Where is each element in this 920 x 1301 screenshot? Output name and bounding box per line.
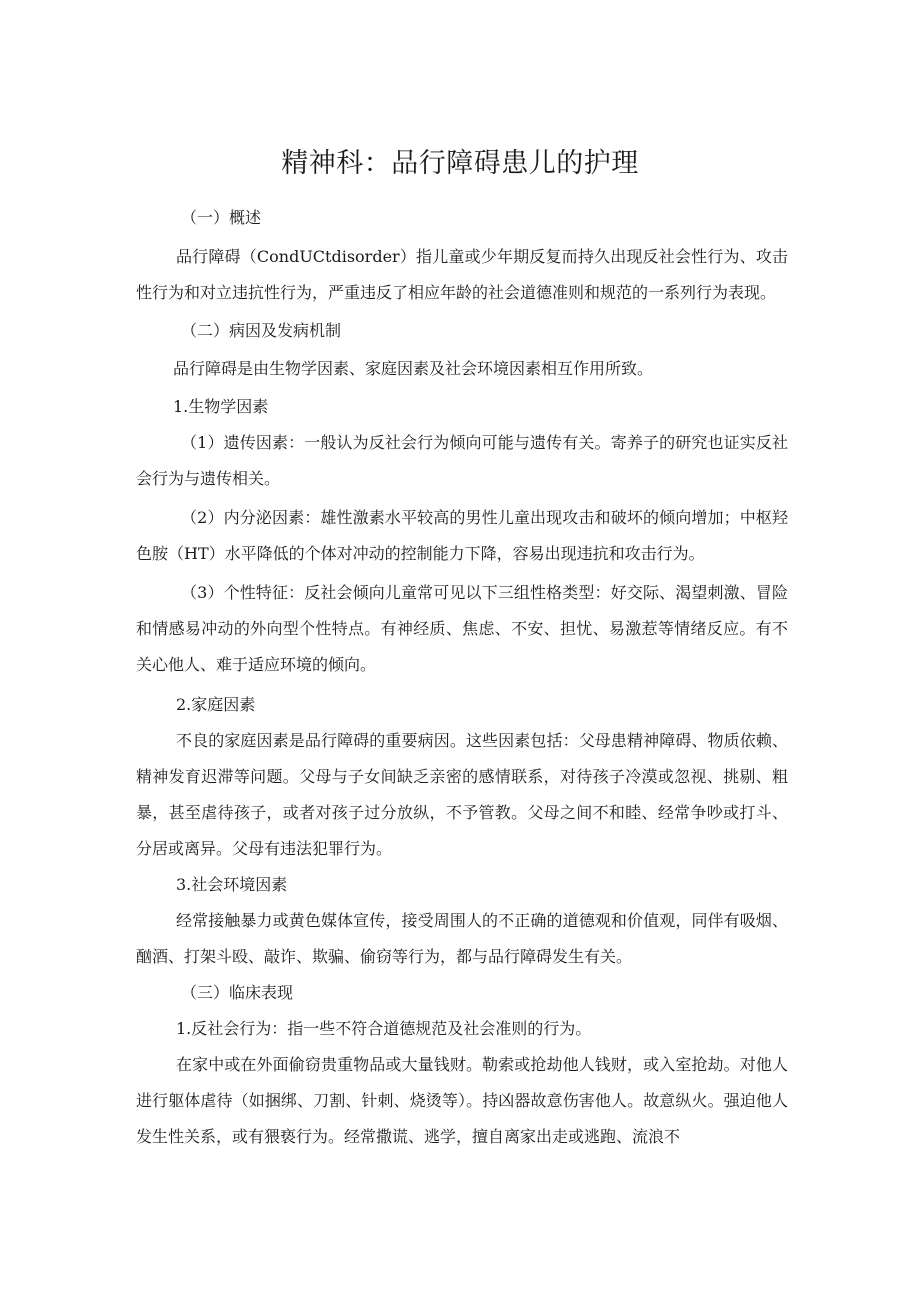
document-body <box>136 200 788 1155</box>
paragraph-etiology-intro: 品行障碍是由生物学因素、家庭因素及社会环境因素相互作用所致。 <box>173 359 654 378</box>
section-heading-overview: （一）概述 <box>181 208 262 227</box>
subheading-biological-factors: 1.生物学因素 <box>173 397 269 416</box>
paragraph-endocrine-factors: （2）内分泌因素：雄性激素水平较高的男性儿童出现攻击和破坏的倾向增加；中枢羟色胺（HT）水平降低的个体对冲动的控制能力下降，容易出现违抗和攻击行为。 <box>136 508 788 563</box>
paragraph-antisocial-behavior: 在家中或在外面偷窃贵重物品或大量钱财。勒索或抢劫他人钱财，或入室抢劫。对他人进行躯体虐待（如捆绑、刀割、针刺、烧烫等）。持凶器故意伤害他人。故意纵火。强迫他人发生性关系，或有猥亵行为。经常撒谎、逃学，擅自离家出走或逃跑、流浪不 <box>136 1055 788 1146</box>
subheading-family-factors: 2.家庭因素 <box>176 695 256 714</box>
subheading-antisocial-behavior: 1.反社会行为：指一些不符合道德规范及社会准则的行为。 <box>176 1019 592 1038</box>
section-heading-clinical: （三）临床表现 <box>181 983 294 1002</box>
paragraph-social-environment: 经常接触暴力或黄色媒体宣传，接受周围人的不正确的道德观和价值观，同伴有吸烟、酗酒、打架斗殴、敲诈、欺骗、偷窃等行为，都与品行障碍发生有关。 <box>136 911 788 966</box>
section-heading-etiology: （二）病因及发病机制 <box>181 321 342 340</box>
paragraph-definition: 品行障碍（CondUCtdisorder）指儿童或少年期反复而持久出现反社会性行为、攻击性行为和对立违抗性行为，严重违反了相应年龄的社会道德准则和规范的一系列行为表现。 <box>136 247 788 302</box>
page-title: 精神科：品行障碍患儿的护理 <box>281 148 639 179</box>
subheading-social-environment: 3.社会环境因素 <box>176 875 288 894</box>
paragraph-family-factors: 不良的家庭因素是品行障碍的重要病因。这些因素包括：父母患精神障碍、物质依赖、精神发育迟滞等问题。父母与子女间缺乏亲密的感情联系，对待孩子冷漠或忽视、挑剔、粗暴，甚至虐待孩子，或者对孩子过分放纵，不予管教。父母之间不和睦、经常争吵或打斗、分居或离异。父母有违法犯罪行为。 <box>136 731 788 858</box>
paragraph-personality-traits: （3）个性特征：反社会倾向儿童常可见以下三组性格类型：好交际、渴望刺激、冒险和情感易冲动的外向型个性特点。有神经质、焦虑、不安、担忧、易激惹等情绪反应。有不关心他人、难于适应环境的倾向。 <box>136 583 788 674</box>
paragraph-genetic-factors: （1）遗传因素：一般认为反社会行为倾向可能与遗传有关。寄养子的研究也证实反社会行为与遗传相关。 <box>136 433 788 488</box>
